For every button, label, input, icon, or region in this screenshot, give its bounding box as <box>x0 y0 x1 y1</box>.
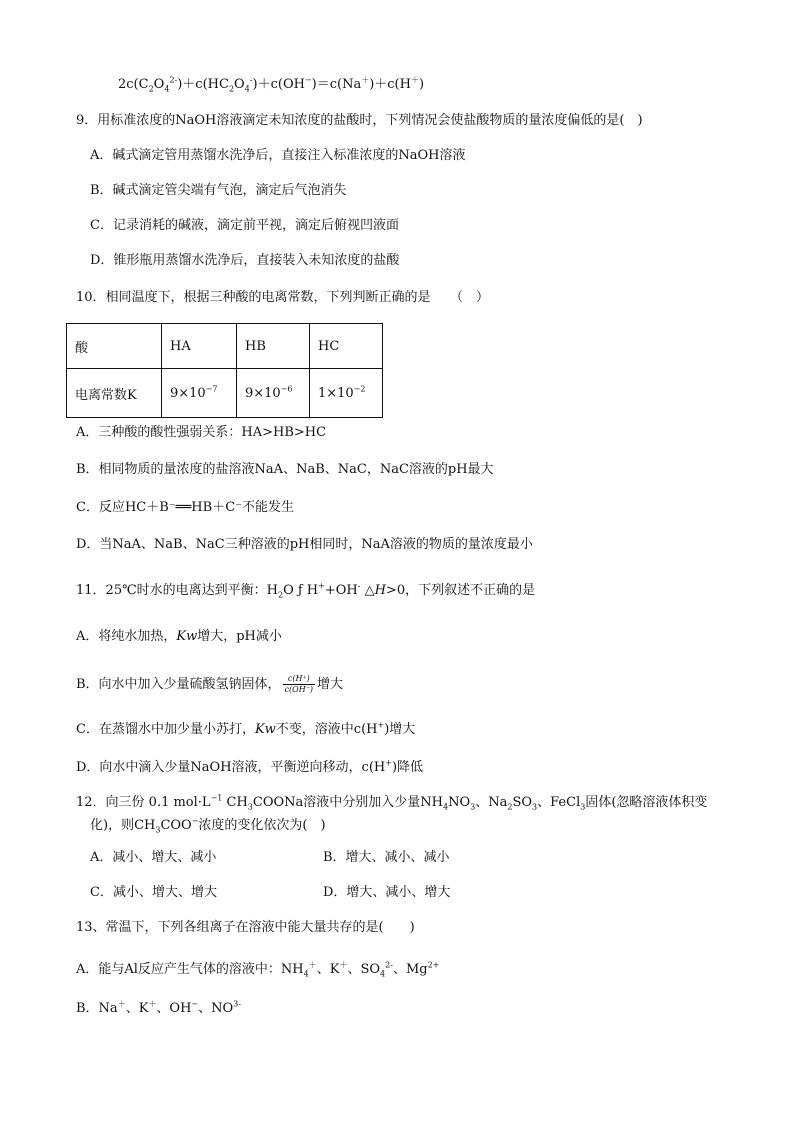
table-header-acid: 酸 <box>67 324 162 369</box>
q9-option-a: A．碱式滴定管用蒸馏水洗净后，直接注入标准浓度的NaOH溶液 <box>90 148 466 163</box>
q11-option-c: C．在蒸馏水中加少量小苏打，Kw不变，溶液中c(H+)增大 <box>76 720 416 737</box>
table-cell-ha-k: $9\times 10^{-7}$ <box>162 369 237 418</box>
q13-option-a: A．能与Al反应产生气体的溶液中：$NH_4^+$、K＋、$SO_4^{2-}$、$Mg^{2+}$ <box>76 960 440 979</box>
table-row-label: 电离常数K <box>67 369 162 418</box>
q10-option-b: B．相同物质的量浓度的盐溶液NaA、NaB、NaC，NaC溶液的pH最大 <box>76 462 494 477</box>
q11-stem: 11．25℃时水的电离达到平衡：$H_2O$ ƒ H++OH- △H>0，下列叙述不正确的是 <box>76 581 536 600</box>
q11-option-b: B．向水中加入少量硫酸氢钠固体， $\frac{c(H^+)}{c(OH^-)}$ 增大 <box>76 674 344 694</box>
q13-option-b: B．Na＋、K＋、OH−、$NO^{3-}$ <box>76 999 241 1016</box>
q12-stem-line2: 化)，则$CH_3COO^-$浓度的变化依次为( ) <box>90 816 326 835</box>
q10-option-a: A．三种酸的酸性强弱关系：HA>HB>HC <box>76 425 327 440</box>
table-header-row <box>67 324 383 369</box>
q10-stem: 10．相同温度下，根据三种酸的电离常数，下列判断正确的是 （ ） <box>76 290 490 305</box>
hydrogen-hydroxide-ratio: $\frac{c(H^+)}{c(OH^-)}$ <box>284 674 314 694</box>
q11-option-a: A．将纯水加热，Kw增大，pH减小 <box>76 629 282 644</box>
q12-option-b: B．增大、减小、减小 <box>323 850 450 865</box>
q9-stem: 9．用标准浓度的NaOH溶液滴定未知浓度的盐酸时，下列情况会使盐酸物质的量浓度偏低的是( ) <box>76 113 643 128</box>
table-row-k <box>67 369 383 418</box>
table-header-hc: HC <box>310 324 383 369</box>
q10-option-c: C．反应HC＋B⁻══HB＋C⁻不能发生 <box>76 500 294 515</box>
q11-option-d: D．向水中滴入少量NaOH溶液，平衡逆向移动，c(H+)降低 <box>76 758 424 775</box>
q9-option-b: B．碱式滴定管尖端有气泡，滴定后气泡消失 <box>90 183 347 198</box>
q12-stem-line1: 12．向三份 0.1 $mol\cdot L^{-1}$ $CH_3COONa$溶液中分别加入少量$NH_4NO_3$、$Na_2SO_3$、FeCl$_3$固体(忽略溶液体积变 <box>76 793 708 812</box>
table-cell-hb-k: $9\times 10^{-6}$ <box>237 369 310 418</box>
q9-option-d: D．锥形瓶用蒸馏水洗净后，直接装入未知浓度的盐酸 <box>90 253 400 268</box>
table-header-hb: HB <box>237 324 310 369</box>
ionization-constant-table <box>66 323 383 418</box>
q9-option-c: C．记录消耗的碱液，滴定前平视，滴定后俯视凹液面 <box>90 218 399 233</box>
table-header-ha: HA <box>162 324 237 369</box>
table-cell-hc-k: $1\times 10^{-2}$ <box>310 369 383 418</box>
q10-option-d: D．当NaA、NaB、NaC三种溶液的pH相同时，NaA溶液的物质的量浓度最小 <box>76 537 533 552</box>
q12-option-c: C．减小、增大、增大 <box>90 885 217 900</box>
top-equation: $2c(C_2O_4^{2-})+c(HC_2O_4^-)+c(OH^-)=c(Na^+)+c(H^+)$ <box>118 75 425 94</box>
q12-option-d: D．增大、减小、增大 <box>323 885 451 900</box>
q13-stem: 13、常温下，下列各组离子在溶液中能大量共存的是( ) <box>76 920 415 935</box>
q12-option-a: A．减小、增大、减小 <box>90 850 217 865</box>
